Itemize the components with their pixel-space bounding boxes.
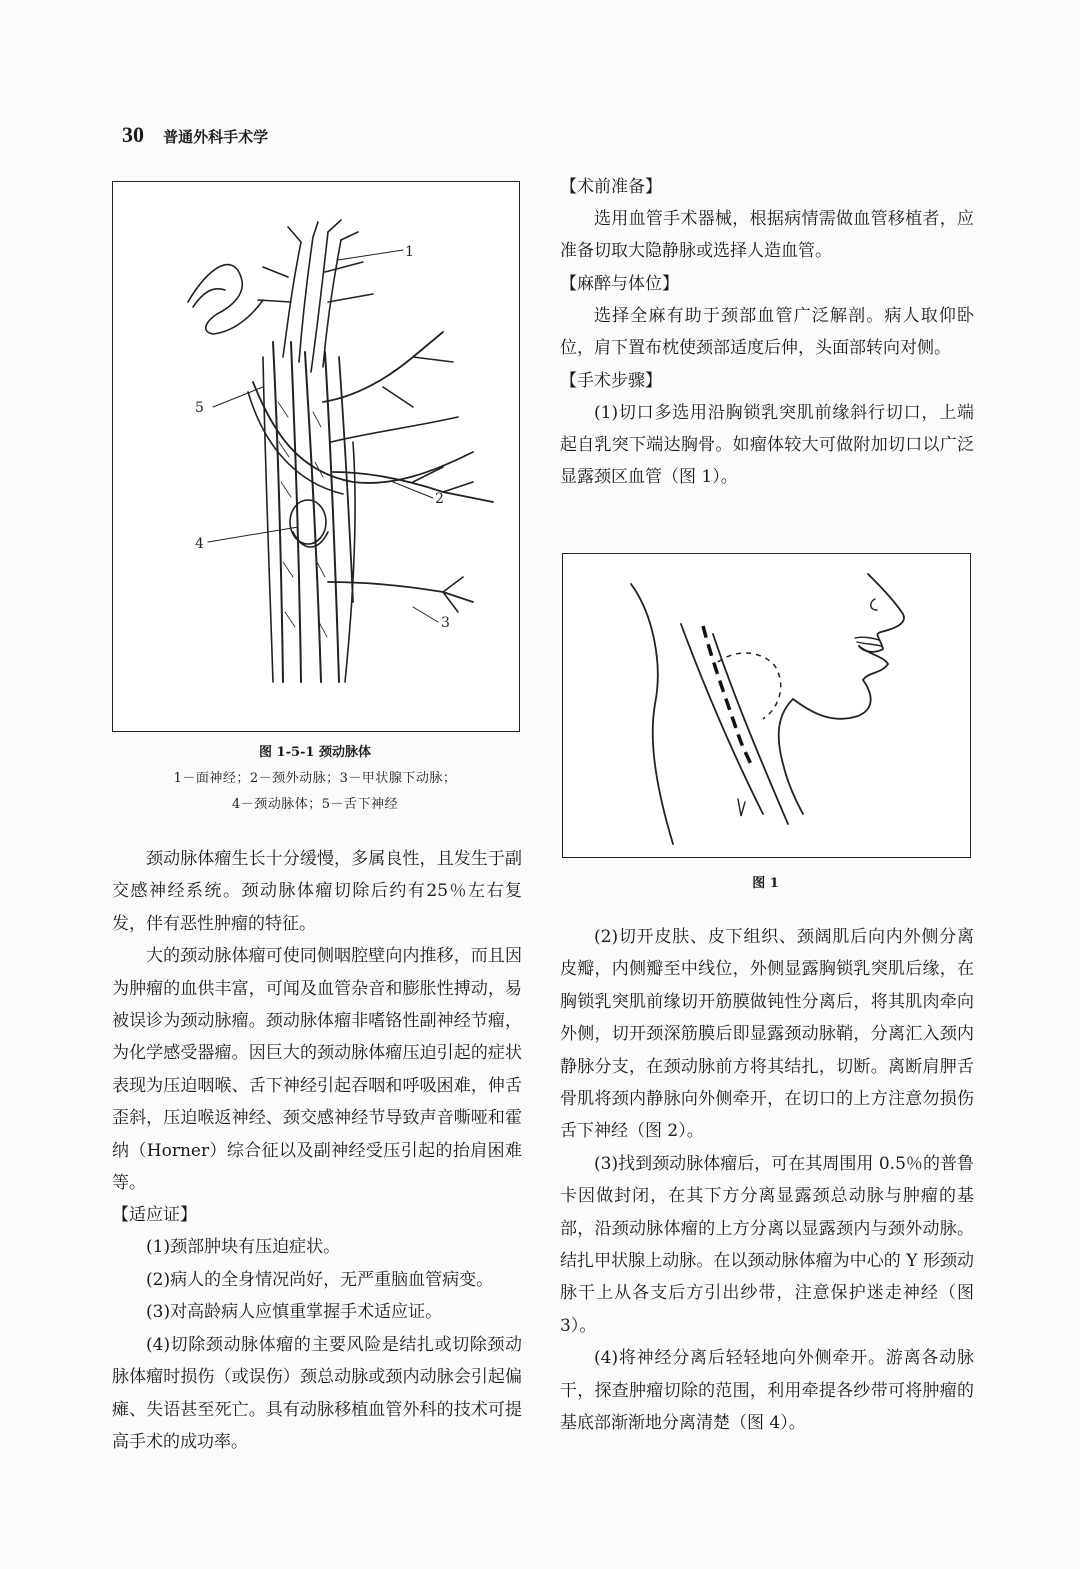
page-header — [122, 122, 268, 148]
left-column-text — [112, 843, 522, 1458]
paragraph: 颈动脉体瘤生长十分缓慢，多属良性，且发生于副交感神经系统。颈动脉体瘤切除后约有25％左右复发，伴有恶性肿瘤的特征。 — [112, 849, 522, 934]
paragraph: (2)切开皮肤、皮下组织、颈阔肌后向内外侧分离皮瓣，内侧瓣至中线位，外侧显露胸锁乳突肌后缘，在胸锁乳突肌前缘切开筋膜做钝性分离后，将其肌肉牵向外侧，切开颈深筋膜后即显露颈动脉鞘，分离汇入颈内静脉分支，在颈动脉前方将其结扎，切断。离断肩胛舌骨肌将颈内静脉向外侧牵开，在切口的上方注意勿损伤舌下神经（图 2）。 — [560, 927, 974, 1142]
right-column-bottom-text — [560, 921, 974, 1440]
paragraph: 大的颈动脉体瘤可使同侧咽腔壁向内推移，而且因为肿瘤的血供丰富，可闻及血管杂音和膨胀性搏动，易被误诊为颈动脉瘤。颈动脉体瘤非嗜铬性副神经节瘤，为化学感受器瘤。因巨大的颈动脉体瘤压迫引起的症状表现为压迫咽喉、舌下神经引起吞咽和呼吸困难，伸舌歪斜，压迫喉返神经、颈交感神经节导致声音嘶哑和霍纳（Horner）综合征以及副神经受压引起的抬肩困难等。 — [112, 946, 522, 1194]
label-4: 4 — [195, 536, 204, 552]
right-column-top-text — [560, 171, 974, 494]
section-heading-anesthesia: 【麻醉与体位】 — [560, 273, 679, 294]
figure-carotid-body — [112, 181, 520, 732]
carotid-anatomy-illustration — [113, 182, 519, 731]
page-number: 30 — [122, 122, 144, 147]
neck-incision-illustration — [563, 554, 970, 857]
section-heading-indications: 【适应证】 — [112, 1205, 197, 1226]
label-2: 2 — [435, 491, 444, 507]
figure1-caption-line1: 1－面神经；2－颈外动脉；3－甲状腺下动脉； — [173, 771, 457, 786]
figure1-caption-line2: 4－颈动脉体；5－舌下神经 — [231, 797, 399, 812]
section-heading-preop: 【术前准备】 — [560, 177, 662, 197]
list-item: (1)颈部肿块有压迫症状。 — [146, 1237, 341, 1258]
section-heading-steps: 【手术步骤】 — [560, 370, 662, 391]
book-title: 普通外科手术学 — [163, 128, 269, 146]
paragraph: (3)找到颈动脉体瘤后，可在其周围用 0.5％的普鲁卡因做封闭，在其下方分离显露颈总动脉与肿瘤的基部，沿颈动脉体瘤的上方分离以显露颈内与颈外动脉。结扎甲状腺上动脉。在以颈动脉体瘤为中心的 Y 形颈动脉干上从各支后方引出纱带，注意保护迷走神经（图 3）。 — [560, 1153, 974, 1336]
label-1: 1 — [405, 244, 414, 260]
label-3: 3 — [441, 615, 450, 631]
list-item: (3)对高龄病人应慎重掌握手术适应证。 — [146, 1302, 443, 1323]
paragraph: 选用血管手术器械，根据病情需做血管移植者，应准备切取大隐静脉或选择人造血管。 — [560, 209, 974, 262]
figure1-caption-title: 图 1-5-1 颈动脉体 — [259, 745, 371, 760]
list-item: (2)病人的全身情况尚好，无严重脑血管病变。 — [146, 1269, 494, 1290]
paragraph: (1)切口多选用沿胸锁乳突肌前缘斜行切口，上端起自乳突下端达胸骨。如瘤体较大可做附加切口以广泛显露颈区血管（图 1）。 — [560, 402, 974, 488]
figure-incision — [562, 553, 971, 858]
label-5: 5 — [195, 400, 204, 416]
figure2-caption: 图 1 — [752, 876, 779, 891]
paragraph: (4)将神经分离后轻轻地向外侧牵开。游离各动脉干，探查肿瘤切除的范围，利用牵提各纱带可将肿瘤的基底部渐渐地分离清楚（图 4）。 — [560, 1348, 974, 1434]
paragraph: 选择全麻有助于颈部血管广泛解剖。病人取仰卧位，肩下置布枕使颈部适度后伸，头面部转向对侧。 — [560, 305, 974, 359]
list-item: (4)切除颈动脉体瘤的主要风险是结扎或切除颈动脉体瘤时损伤（或误伤）颈总动脉或颈内动脉会引起偏瘫、失语甚至死亡。具有动脉移植血管外科的技术可提高手术的成功率。 — [112, 1334, 522, 1452]
